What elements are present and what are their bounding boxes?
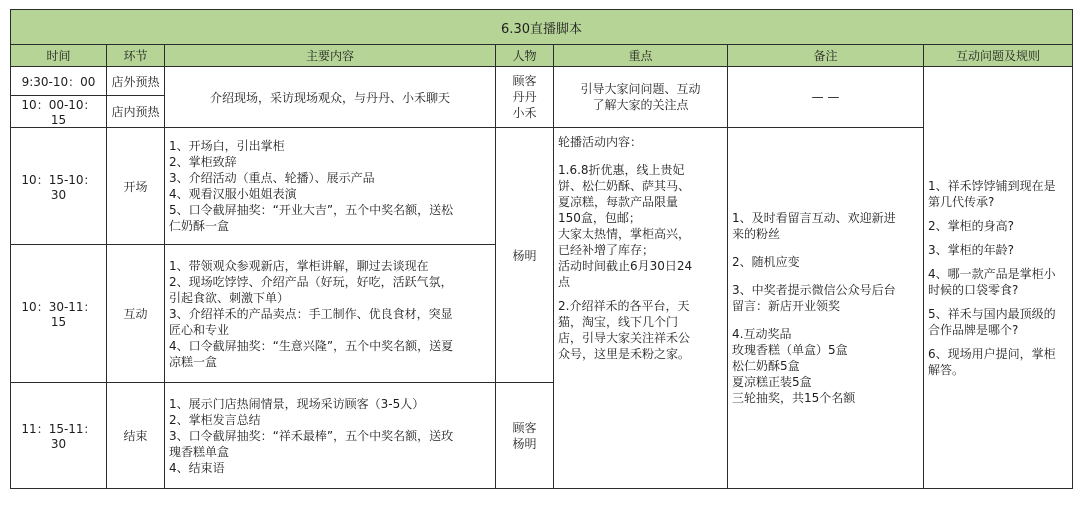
focus-main-cell xyxy=(554,128,728,489)
note-line: 三轮抽奖，共15个名额 xyxy=(732,391,856,405)
note-line: 1、及时看留言互动、欢迎新进 xyxy=(732,211,896,225)
time-cell: 10：15-10：30 xyxy=(11,128,107,245)
focus-line: 大家太热情，掌柜高兴， xyxy=(558,227,691,241)
segment-cell: 店外预热 xyxy=(107,67,165,96)
content-line: 2、现场吃饽饽、介绍产品（好玩，好吃，活跃气氛， xyxy=(169,274,453,289)
time-cell: 9:30-10：00 xyxy=(11,67,107,96)
time-cell: 11：15-11：30 xyxy=(11,383,107,489)
header-content: 主要内容 xyxy=(165,45,496,67)
header-people: 人物 xyxy=(496,45,554,67)
content-line: 5、口令截屏抽奖：“开业大吉”，五个中奖名额，送松 xyxy=(169,203,454,217)
table-row xyxy=(11,128,1073,245)
note-line: 夏凉糕正装5盒 xyxy=(732,375,812,389)
content-line: 仁奶酥一盒 xyxy=(169,219,230,233)
person-name: 杨明 xyxy=(512,436,537,451)
focus-line: 1.6.8折优惠，线上贵妃 xyxy=(558,163,685,177)
focus-line: 点 xyxy=(558,275,571,289)
content-line: 2、掌柜发言总结 xyxy=(169,412,261,427)
notes-main-cell xyxy=(728,128,924,489)
preheat-focus-cell xyxy=(554,67,728,128)
question-line: 6、现场用户提问，掌柜 xyxy=(928,346,1056,361)
closing-people-cell xyxy=(496,383,554,489)
person-name: 顾客 xyxy=(512,74,537,88)
interaction-content-cell xyxy=(165,245,496,383)
focus-line: 150盒，包邮； xyxy=(558,211,641,225)
person-name: 小禾 xyxy=(512,106,537,120)
preheat-people-cell xyxy=(496,67,554,128)
content-line: 4、结束语 xyxy=(169,460,225,475)
time-cell: 10：30-11：15 xyxy=(11,245,107,383)
focus-line: 店，引导大家关注祥禾公 xyxy=(558,331,691,345)
opening-content-cell xyxy=(165,128,496,245)
header-time: 时间 xyxy=(11,45,107,67)
content-line: 4、口令截屏抽奖：“生意兴隆”，五个中奖名额，送夏 xyxy=(169,338,454,353)
focus-line: 众号，这里是禾粉之家。 xyxy=(558,347,691,361)
preheat-note-cell: — — xyxy=(728,67,924,128)
segment-cell: 互动 xyxy=(107,245,165,383)
table-row xyxy=(11,67,1073,96)
focus-line: 猫，淘宝，线下几个门 xyxy=(558,315,679,329)
focus-line: 已经补增了库存； xyxy=(558,243,655,257)
script-table-container xyxy=(10,9,1072,489)
content-line: 2、掌柜致辞 xyxy=(169,155,237,169)
header-row xyxy=(11,45,1073,67)
closing-content-cell xyxy=(165,383,496,489)
focus-line: 夏凉糕，每款产品限量 xyxy=(558,195,679,209)
focus-line: 活动时间截止6月30日24 xyxy=(558,259,693,273)
content-line: 匠心和专业 xyxy=(169,322,230,337)
note-line: 松仁奶酥5盒 xyxy=(732,359,800,373)
question-line: 5、祥禾与国内最顶级的 xyxy=(928,306,1056,321)
focus-line: 轮播活动内容： xyxy=(558,135,643,149)
content-line: 凉糕一盒 xyxy=(169,354,218,369)
content-line: 引起食欲、刺激下单） xyxy=(169,290,290,305)
question-line: 3、掌柜的年龄? xyxy=(928,242,1015,257)
segment-cell: 开场 xyxy=(107,128,165,245)
question-line: 2、掌柜的身高? xyxy=(928,218,1015,233)
question-line: 1、祥禾饽饽铺到现在是 xyxy=(928,178,1056,193)
question-line: 时候的口袋零食? xyxy=(928,282,1019,297)
content-line: 1、开场白，引出掌柜 xyxy=(169,139,285,153)
header-questions: 互动问题及规则 xyxy=(924,45,1073,67)
time-cell: 10：00-10：15 xyxy=(11,96,107,128)
note-line: 留言：新店开业领奖 xyxy=(732,299,841,313)
note-line: 来的粉丝 xyxy=(732,227,781,241)
note-line: 玫瑰香糕（单盒）5盒 xyxy=(732,343,848,357)
segment-cell: 结束 xyxy=(107,383,165,489)
note-line: 3、中奖者提示微信公众号后台 xyxy=(732,283,896,297)
segment-cell: 店内预热 xyxy=(107,96,165,128)
content-line: 4、观看汉服小姐姐表演 xyxy=(169,187,297,201)
focus-line: 2.介绍祥禾的各平台，天 xyxy=(558,299,690,313)
questions-cell xyxy=(924,67,1073,489)
preheat-content-cell: 介绍现场，采访现场观众，与丹丹、小禾聊天 xyxy=(165,67,496,128)
question-line: 解答。 xyxy=(928,362,965,377)
live-script-table xyxy=(10,9,1073,489)
header-focus: 重点 xyxy=(554,45,728,67)
person-name: 丹丹 xyxy=(512,90,537,104)
note-line: 4.互动奖品 xyxy=(732,327,792,341)
content-line: 1、带领观众参观新店，掌柜讲解，聊过去谈现在 xyxy=(169,258,429,273)
content-line: 瑰香糕单盒 xyxy=(169,444,230,459)
focus-line: 了解大家的关注点 xyxy=(592,98,689,112)
header-segment: 环节 xyxy=(107,45,165,67)
table-title: 6.30直播脚本 xyxy=(11,10,1073,45)
content-line: 3、介绍活动（重点、轮播）、展示产品 xyxy=(169,171,375,185)
question-line: 第几代传承? xyxy=(928,194,995,209)
focus-line: 饼、松仁奶酥、萨其马、 xyxy=(558,179,691,193)
note-line: 2、随机应变 xyxy=(732,255,800,269)
main-people-cell: 杨明 xyxy=(496,128,554,383)
question-line: 合作品牌是哪个? xyxy=(928,322,1019,337)
title-row xyxy=(11,10,1073,45)
content-line: 1、展示门店热闹情景，现场采访顾客（3-5人） xyxy=(169,396,425,411)
question-line: 4、哪一款产品是掌柜小 xyxy=(928,266,1056,281)
focus-line: 引导大家问问题、互动 xyxy=(580,82,701,96)
header-notes: 备注 xyxy=(728,45,924,67)
content-line: 3、口令截屏抽奖：“祥禾最棒”，五个中奖名额，送玫 xyxy=(169,428,454,443)
content-line: 3、介绍祥禾的产品卖点：手工制作、优良食材，突显 xyxy=(169,306,453,321)
person-name: 顾客 xyxy=(512,420,537,435)
